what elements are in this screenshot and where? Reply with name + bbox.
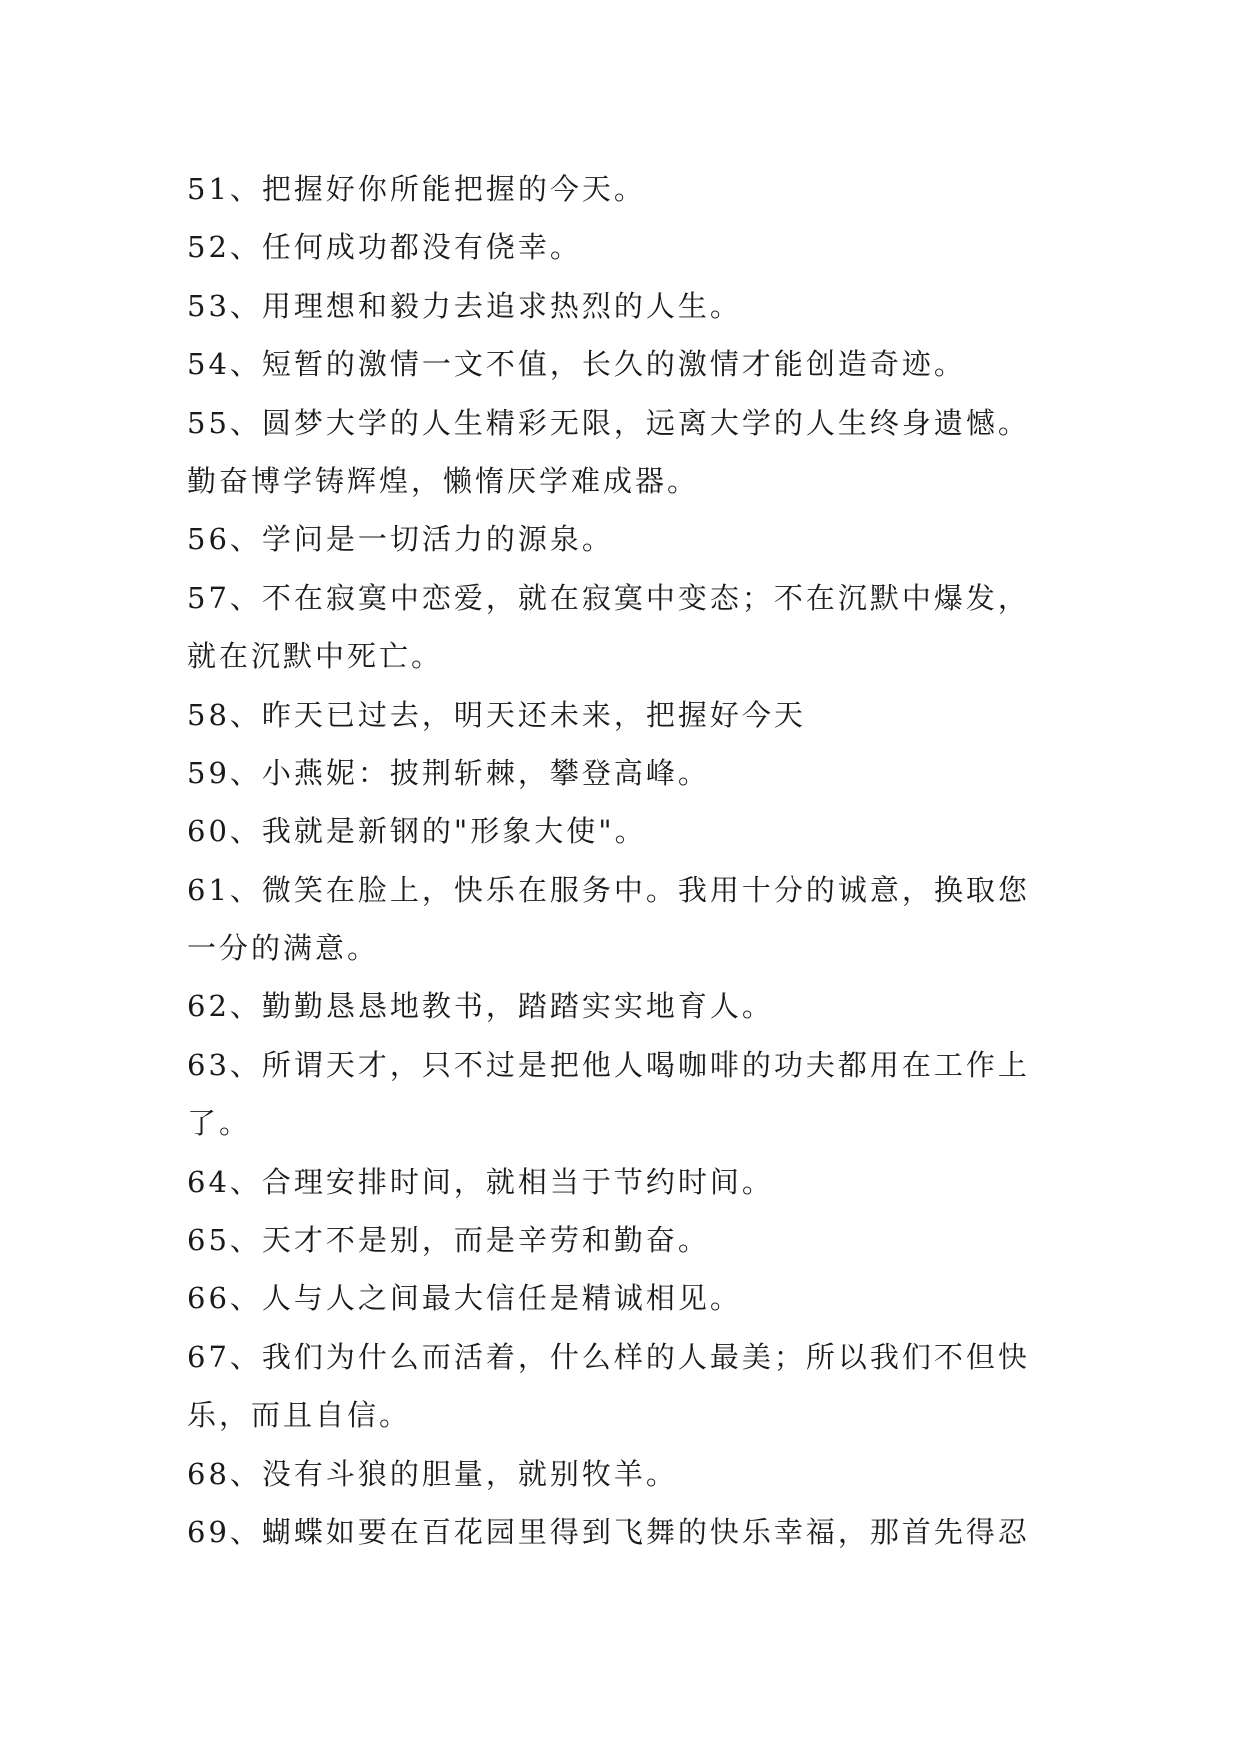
text-line: 一分的满意。	[187, 931, 380, 966]
text-line: 58、昨天已过去，明天还未来，把握好今天	[187, 697, 806, 732]
text-line: 54、短暂的激情一文不值，长久的激情才能创造奇迹。	[187, 347, 966, 382]
text-line: 63、所谓天才，只不过是把他人喝咖啡的功夫都用在工作上	[187, 1047, 1030, 1082]
text-line: 乐，而且自信。	[187, 1398, 412, 1433]
text-line: 66、人与人之间最大信任是精诚相见。	[187, 1281, 742, 1316]
text-line: 55、圆梦大学的人生精彩无限，远离大学的人生终身遗憾。	[187, 405, 1030, 440]
text-line: 61、微笑在脸上，快乐在服务中。我用十分的诚意，换取您	[187, 872, 1030, 907]
text-line: 60、我就是新钢的"形象大使"。	[187, 814, 647, 849]
text-line: 69、蝴蝶如要在百花园里得到飞舞的快乐幸福，那首先得忍	[187, 1514, 1030, 1549]
text-line: 57、不在寂寞中恋爱，就在寂寞中变态；不在沉默中爆发，	[187, 580, 1030, 615]
text-line: 56、学问是一切活力的源泉。	[187, 522, 614, 557]
text-line: 59、小燕妮：披荆斩棘，攀登高峰。	[187, 755, 710, 790]
text-line: 51、把握好你所能把握的今天。	[187, 172, 646, 206]
text-line: 勤奋博学铸辉煌，懒惰厌学难成器。	[187, 463, 700, 498]
text-line: 53、用理想和毅力去追求热烈的人生。	[187, 288, 742, 323]
text-line: 64、合理安排时间，就相当于节约时间。	[187, 1164, 774, 1199]
text-line: 65、天才不是别，而是辛劳和勤奋。	[187, 1223, 710, 1258]
document-body	[187, 160, 1087, 1561]
text-line: 67、我们为什么而活着，什么样的人最美；所以我们不但快	[187, 1339, 1030, 1374]
text-line: 68、没有斗狼的胆量，就别牧羊。	[187, 1456, 678, 1491]
text-line: 就在沉默中死亡。	[187, 639, 444, 674]
text-line: 62、勤勤恳恳地教书，踏踏实实地育人。	[187, 989, 774, 1024]
text-line: 52、任何成功都没有侥幸。	[187, 230, 582, 265]
text-line: 了。	[187, 1106, 252, 1141]
